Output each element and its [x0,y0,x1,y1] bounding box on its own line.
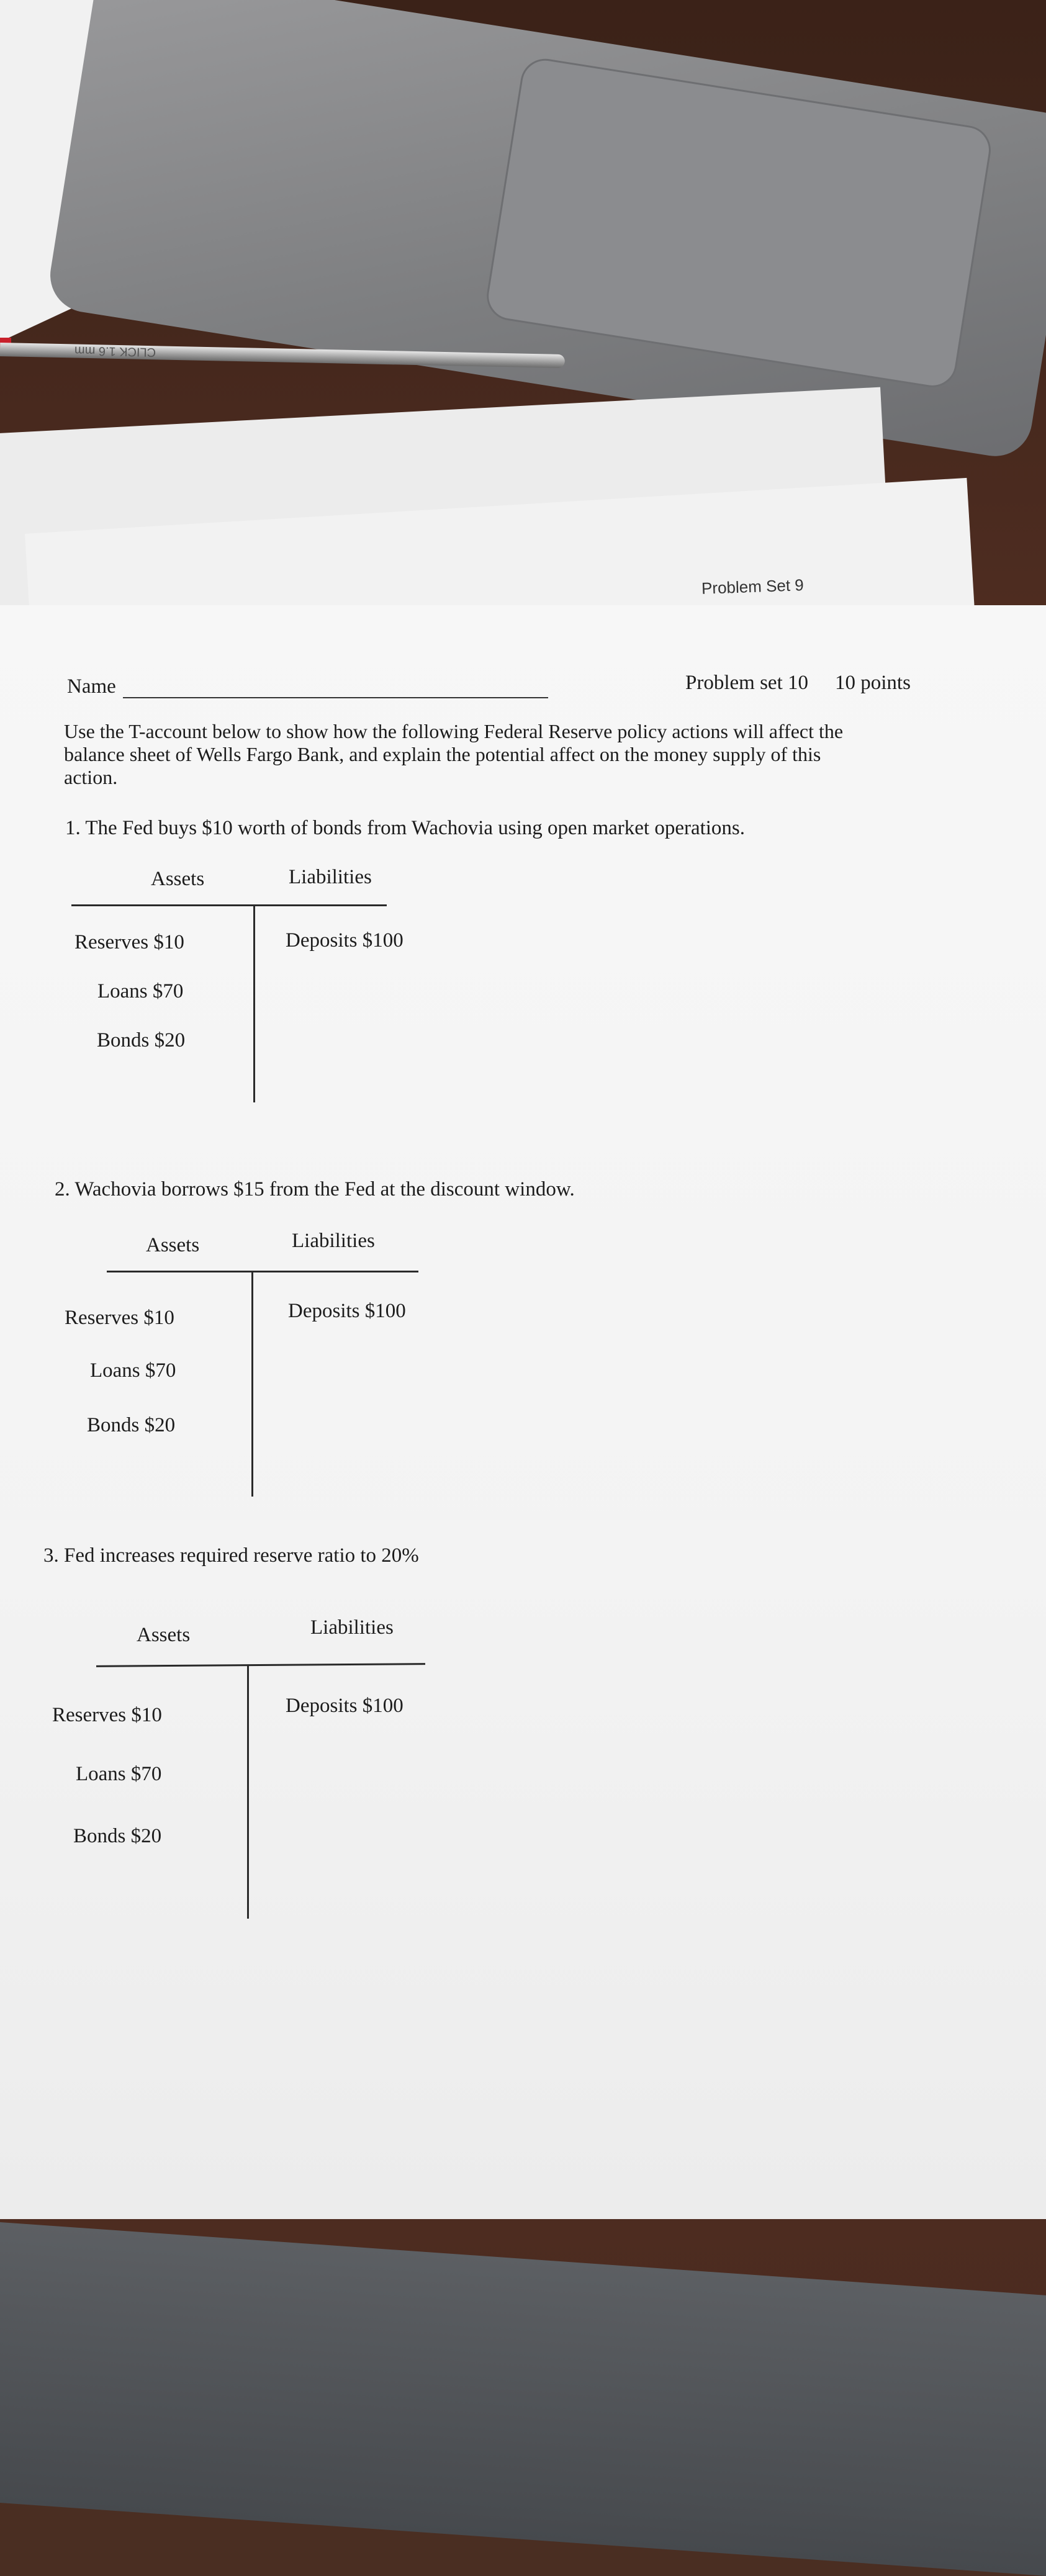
q3-t-account-horizontal-line [96,1663,425,1667]
q3-asset-reserves: Reserves $10 [52,1704,162,1726]
question-1-prompt: 1. The Fed buys $10 worth of bonds from Wachovia using open market operations. [65,817,746,839]
instructions-line-1: Use the T-account below to show how the following Federal Reserve policy actions will affect the [64,720,844,742]
q3-liabilities-header: Liabilities [310,1616,394,1639]
q1-asset-bonds: Bonds $20 [97,1029,186,1052]
laptop-trackpad [483,55,994,391]
q1-assets-header: Assets [151,868,205,890]
q1-liabilities-header: Liabilities [289,866,372,888]
problem-set-9-label: Problem Set 9 [701,575,805,598]
q1-t-account-vertical-line [253,906,255,1102]
q1-t-account-horizontal-line [71,904,387,906]
name-label: Name [67,675,116,698]
name-blank-line[interactable] [123,697,548,698]
q3-t-account-vertical-line [247,1665,249,1919]
q1-asset-loans: Loans $70 [97,980,184,1002]
points-label: 10 points [835,672,911,694]
q2-t-account-vertical-line [251,1272,253,1497]
q2-liability-deposits: Deposits $100 [288,1300,406,1322]
q3-liability-deposits: Deposits $100 [286,1695,404,1717]
q2-asset-bonds: Bonds $20 [87,1414,176,1436]
q1-liability-deposits: Deposits $100 [286,929,404,952]
q3-asset-bonds: Bonds $20 [73,1825,162,1847]
q1-asset-reserves: Reserves $10 [74,931,184,953]
q2-asset-loans: Loans $70 [90,1359,176,1382]
q2-asset-reserves: Reserves $10 [65,1307,174,1329]
q3-asset-loans: Loans $70 [76,1763,162,1785]
problem-set-title: Problem set 10 [685,672,808,694]
q2-assets-header: Assets [146,1234,200,1256]
question-3-prompt: 3. Fed increases required reserve ratio to 20% [43,1544,419,1567]
q2-liabilities-header: Liabilities [292,1230,375,1252]
instructions-line-2: balance sheet of Wells Fargo Bank, and explain the potential affect on the money supply of this [64,743,821,765]
worksheet [0,605,1046,2219]
instructions-line-3: action. [64,766,118,788]
q2-t-account-horizontal-line [107,1271,418,1272]
pen-label: CLICK 1.6 mm [74,343,156,359]
question-2-prompt: 2. Wachovia borrows $15 from the Fed at the discount window. [55,1178,575,1200]
q3-assets-header: Assets [137,1624,191,1646]
